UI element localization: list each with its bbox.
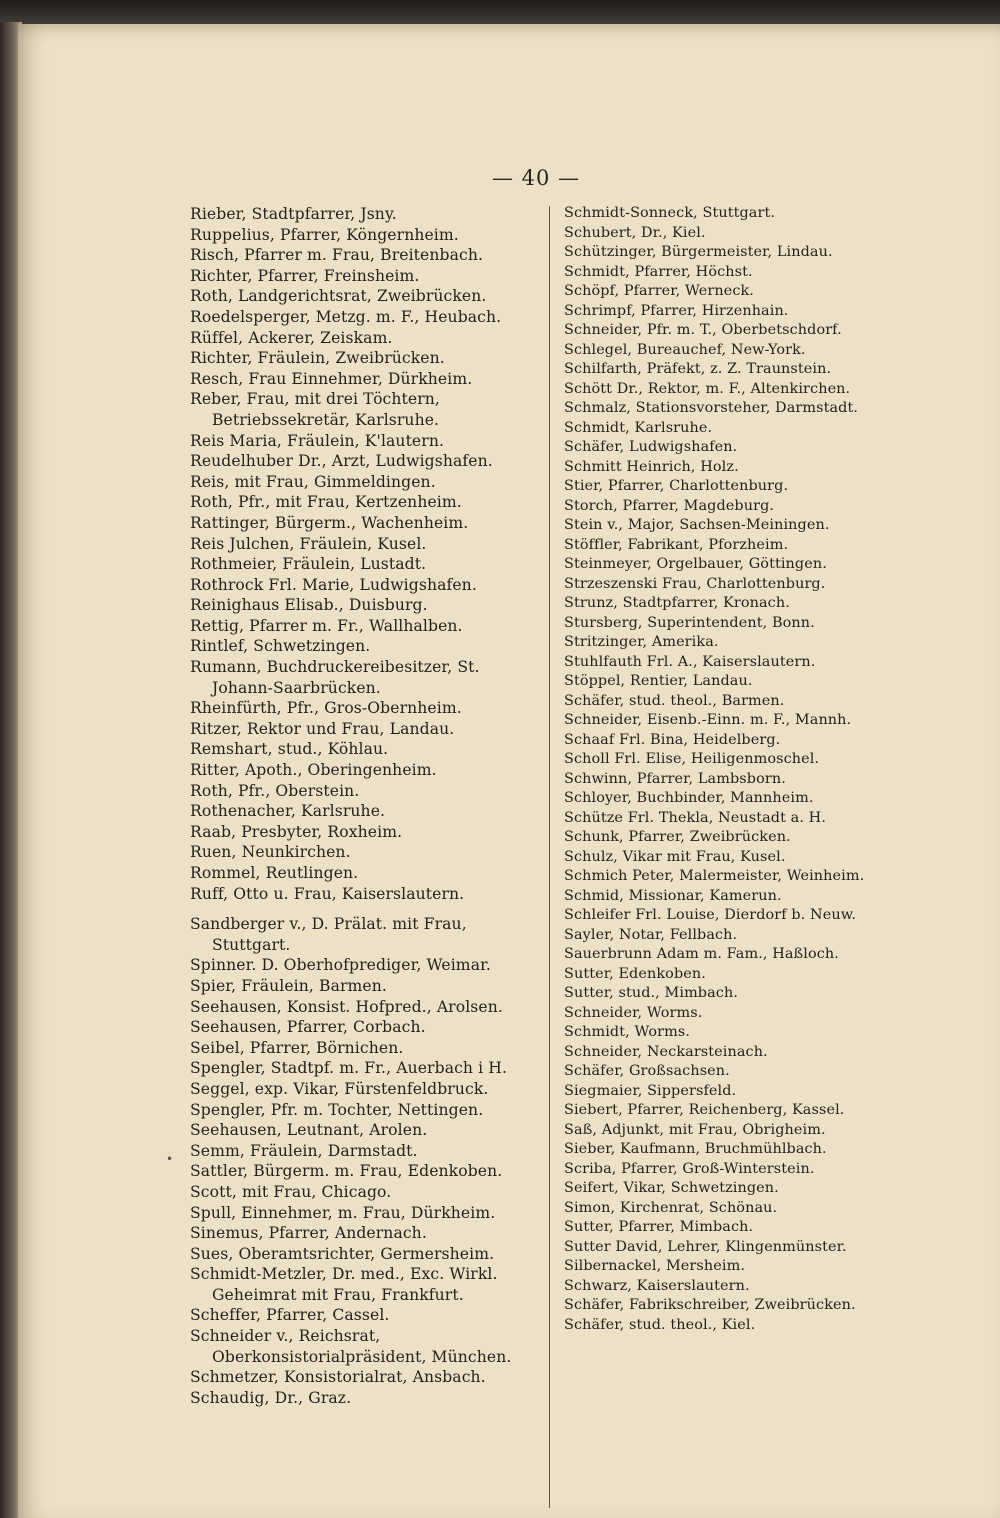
- list-entry: Sutter, Pfarrer, Mimbach.: [564, 1219, 754, 1235]
- list-entry: Spengler, Pfr. m. Tochter, Nettingen.: [190, 1100, 484, 1119]
- list-entry: Sutter, Edenkoben.: [564, 965, 706, 982]
- list-entry: Schwinn, Pfarrer, Lambsborn.: [564, 770, 786, 787]
- list-entry: Seggel, exp. Vikar, Fürstenfeldbruck.: [190, 1079, 489, 1098]
- list-entry: Stritzinger, Amerika.: [564, 634, 719, 650]
- list-entry: Sutter David, Lehrer, Klingenmünster.: [564, 1238, 847, 1255]
- list-entry: Roth, Pfr., Oberstein.: [190, 781, 360, 800]
- list-entry: Schaudig, Dr., Graz.: [190, 1388, 352, 1407]
- list-entry: Sayler, Notar, Fellbach.: [564, 926, 738, 943]
- book-page: [18, 24, 1000, 1518]
- list-entry: Richter, Fräulein, Zweibrücken.: [190, 349, 445, 368]
- list-entry: Schleifer Frl. Louise, Dierdorf b. Neuw.: [564, 907, 857, 923]
- list-entry: Schulz, Vikar mit Frau, Kusel.: [564, 848, 786, 865]
- list-entry: Rieber, Stadtpfarrer, Jsny.: [190, 205, 397, 223]
- list-entry: Schneider, Neckarsteinach.: [564, 1043, 768, 1060]
- stray-mark: •: [166, 1152, 174, 1166]
- list-entry: Schmitt Heinrich, Holz.: [564, 458, 739, 475]
- section-gap: [190, 904, 535, 914]
- list-entry: Seibel, Pfarrer, Börnichen.: [190, 1038, 404, 1057]
- list-entry: Seehausen, Pfarrer, Corbach.: [190, 1018, 426, 1037]
- list-entry: Reudelhuber Dr., Arzt, Ludwigshafen.: [190, 452, 493, 471]
- list-entry: Schäfer, stud. theol., Barmen.: [564, 692, 785, 709]
- list-entry: Schmidt-Sonneck, Stuttgart.: [564, 205, 775, 221]
- list-entry: Scholl Frl. Elise, Heiligenmoschel.: [564, 751, 820, 767]
- list-entry: Ruen, Neunkirchen.: [190, 843, 351, 862]
- list-entry: Rothenacher, Karlsruhe.: [190, 802, 386, 821]
- list-entry: Schmidt, Karlsruhe.: [564, 419, 713, 436]
- list-entry: Schäfer, Fabrikschreiber, Zweibrücken.: [564, 1297, 856, 1313]
- list-entry: Scriba, Pfarrer, Groß-Winterstein.: [564, 1160, 815, 1177]
- list-entry: Schwarz, Kaiserslautern.: [564, 1277, 750, 1294]
- list-entry: Sinemus, Pfarrer, Andernach.: [190, 1224, 427, 1243]
- list-entry: Schunk, Pfarrer, Zweibrücken.: [564, 829, 791, 845]
- list-entry: Stöppel, Rentier, Landau.: [564, 673, 753, 689]
- list-entry: Sues, Oberamtsrichter, Germersheim.: [190, 1244, 495, 1263]
- list-entry: Rattinger, Bürgerm., Wachenheim.: [190, 513, 469, 532]
- list-entry: Rommel, Reutlingen.: [190, 864, 359, 882]
- list-entry: Schmidt-Metzler, Dr. med., Exc. Wirkl. Geheimrat mit Frau, Frankfurt.: [190, 1265, 498, 1304]
- list-entry: Stursberg, Superintendent, Bonn.: [564, 614, 815, 631]
- list-entry: Schöpf, Pfarrer, Werneck.: [564, 283, 754, 299]
- list-entry: Remshart, stud., Köhlau.: [190, 740, 389, 759]
- list-entry: Spull, Einnehmer, m. Frau, Dürkheim.: [190, 1203, 496, 1222]
- list-entry: Richter, Pfarrer, Freinsheim.: [190, 266, 420, 285]
- list-entry: Schmidt, Pfarrer, Höchst.: [564, 263, 753, 280]
- list-entry: Schubert, Dr., Kiel.: [564, 224, 706, 241]
- list-entry: Stuhlfauth Frl. A., Kaiserslautern.: [564, 653, 816, 670]
- list-entry: Spier, Fräulein, Barmen.: [190, 976, 387, 995]
- list-entry: Schaaf Frl. Bina, Heidelberg.: [564, 731, 781, 748]
- column-divider: [549, 206, 550, 1508]
- list-entry: Stein v., Major, Sachsen-Meiningen.: [564, 517, 830, 533]
- list-entry: Schneider, Pfr. m. T., Oberbetschdorf.: [564, 322, 842, 338]
- list-entry: Sieber, Kaufmann, Bruchmühlbach.: [564, 1141, 827, 1157]
- list-entry: Schilfarth, Präfekt, z. Z. Traunstein.: [564, 361, 832, 377]
- list-entry: Ritzer, Rektor und Frau, Landau.: [190, 719, 455, 738]
- list-entry: Reinighaus Elisab., Duisburg.: [190, 596, 428, 615]
- list-entry: Schneider, Eisenb.-Einn. m. F., Mannh.: [564, 712, 852, 728]
- list-entry: Stöffler, Fabrikant, Pforzheim.: [564, 536, 789, 553]
- list-entry: Sauerbrunn Adam m. Fam., Haßloch.: [564, 946, 839, 962]
- list-entry: Schmich Peter, Malermeister, Weinheim.: [564, 868, 865, 884]
- page-number: — 40 —: [491, 166, 581, 190]
- list-entry: Schützinger, Bürgermeister, Lindau.: [564, 244, 833, 260]
- list-entry: Seifert, Vikar, Schwetzingen.: [564, 1180, 779, 1196]
- list-entry: Siebert, Pfarrer, Reichenberg, Kassel.: [564, 1102, 845, 1118]
- list-entry: Rettig, Pfarrer m. Fr., Wallhalben.: [190, 616, 463, 635]
- list-entry: Schmidt, Worms.: [564, 1024, 691, 1040]
- list-entry: Schäfer, Ludwigshafen.: [564, 439, 738, 455]
- list-entry: Rintlef, Schwetzingen.: [190, 637, 371, 656]
- list-entry: Reis Julchen, Fräulein, Kusel.: [190, 534, 427, 553]
- list-entry: Strzeszenski Frau, Charlottenburg.: [564, 575, 826, 592]
- left-column: [190, 204, 535, 1408]
- list-entry: Strunz, Stadtpfarrer, Kronach.: [564, 595, 790, 611]
- list-entry: Raab, Presbyter, Roxheim.: [190, 822, 403, 841]
- list-entry: Reber, Frau, mit drei Töchtern, Betriebssekretär, Karlsruhe.: [190, 390, 440, 429]
- list-entry: Rothmeier, Fräulein, Lustadt.: [190, 555, 427, 574]
- list-entry: Rüffel, Ackerer, Zeiskam.: [190, 328, 393, 347]
- list-entry: Reis Maria, Fräulein, K'lautern.: [190, 431, 445, 450]
- right-column: [564, 204, 894, 1335]
- list-entry: Seehausen, Leutnant, Arolen.: [190, 1121, 428, 1140]
- list-entry: Rumann, Buchdruckereibesitzer, St. Johann-Saarbrücken.: [190, 658, 480, 697]
- list-entry: Ruppelius, Pfarrer, Köngernheim.: [190, 225, 459, 244]
- list-entry: Roth, Landgerichtsrat, Zweibrücken.: [190, 287, 487, 306]
- list-entry: Sandberger v., D. Prälat. mit Frau, Stuttgart.: [190, 915, 467, 954]
- list-entry: Schäfer, Großsachsen.: [564, 1063, 730, 1079]
- list-entry: Schmetzer, Konsistorialrat, Ansbach.: [190, 1368, 486, 1387]
- list-entry: Schmalz, Stationsvorsteher, Darmstadt.: [564, 400, 859, 416]
- list-entry: Resch, Frau Einnehmer, Dürkheim.: [190, 369, 473, 388]
- list-entry: Steinmeyer, Orgelbauer, Göttingen.: [564, 556, 827, 572]
- list-entry: Schrimpf, Pfarrer, Hirzenhain.: [564, 302, 789, 319]
- list-entry: Schlegel, Bureauchef, New-York.: [564, 341, 806, 358]
- list-entry: Schütze Frl. Thekla, Neustadt a. H.: [564, 809, 827, 826]
- list-entry: Storch, Pfarrer, Magdeburg.: [564, 497, 775, 514]
- list-entry: Schneider, Worms.: [564, 1004, 703, 1021]
- list-entry: Risch, Pfarrer m. Frau, Breitenbach.: [190, 246, 484, 265]
- list-entry: Sattler, Bürgerm. m. Frau, Edenkoben.: [190, 1162, 503, 1181]
- list-entry: Schäfer, stud. theol., Kiel.: [564, 1316, 756, 1333]
- list-entry: Schött Dr., Rektor, m. F., Altenkirchen.: [564, 380, 851, 397]
- list-entry: Ritter, Apoth., Oberingenheim.: [190, 761, 437, 780]
- list-entry: Simon, Kirchenrat, Schönau.: [564, 1199, 778, 1216]
- list-entry: Silbernackel, Mersheim.: [564, 1258, 745, 1274]
- list-entry: Roth, Pfr., mit Frau, Kertzenheim.: [190, 493, 462, 512]
- list-entry: Saß, Adjunkt, mit Frau, Obrigheim.: [564, 1121, 826, 1138]
- list-entry: Schneider v., Reichsrat, Oberkonsistorialpräsident, München.: [190, 1327, 512, 1366]
- list-entry: Sutter, stud., Mimbach.: [564, 985, 739, 1001]
- list-entry: Scott, mit Frau, Chicago.: [190, 1182, 392, 1201]
- list-entry: Spengler, Stadtpf. m. Fr., Auerbach i H.: [190, 1059, 508, 1078]
- list-entry: Reis, mit Frau, Gimmeldingen.: [190, 472, 436, 491]
- list-entry: Schmid, Missionar, Kamerun.: [564, 887, 782, 904]
- list-entry: Seehausen, Konsist. Hofpred., Arolsen.: [190, 997, 503, 1016]
- list-entry: Stier, Pfarrer, Charlottenburg.: [564, 478, 789, 494]
- list-entry: Spinner. D. Oberhofprediger, Weimar.: [190, 956, 491, 975]
- list-entry: Rothrock Frl. Marie, Ludwigshafen.: [190, 575, 477, 594]
- list-entry: Siegmaier, Sippersfeld.: [564, 1082, 737, 1099]
- list-entry: Semm, Fräulein, Darmstadt.: [190, 1141, 418, 1160]
- list-entry: Ruff, Otto u. Frau, Kaiserslautern.: [190, 884, 465, 903]
- list-entry: Rheinfürth, Pfr., Gros-Obernheim.: [190, 699, 462, 718]
- list-entry: Schloyer, Buchbinder, Mannheim.: [564, 790, 814, 806]
- list-entry: Roedelsperger, Metzg. m. F., Heubach.: [190, 307, 502, 326]
- list-entry: Scheffer, Pfarrer, Cassel.: [190, 1306, 390, 1325]
